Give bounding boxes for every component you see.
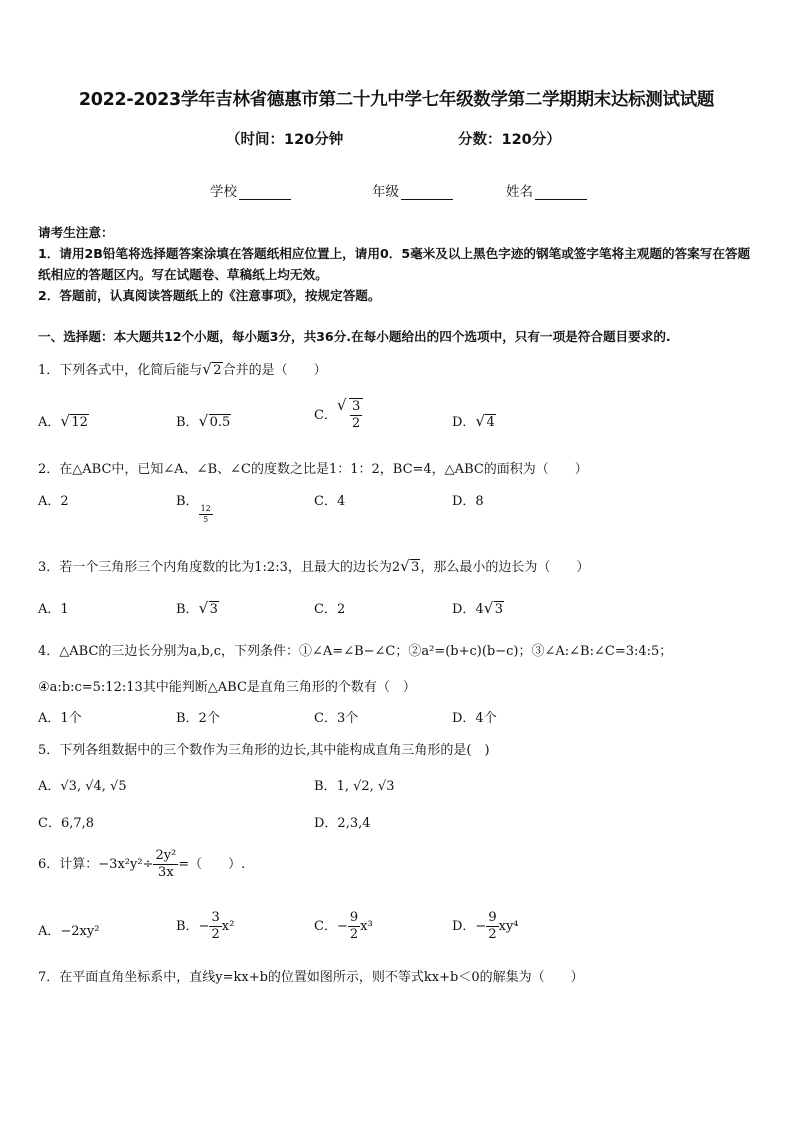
q4-option-a[interactable]: A．1个: [38, 711, 82, 726]
name-blank[interactable]: [535, 185, 587, 200]
question-2: 2．在△ABC中，已知∠A、∠B、∠C的度数之比是1：1：2，BC=4，△ABC的面积为（ ）: [38, 462, 588, 477]
q2-option-a[interactable]: A．2: [38, 494, 69, 509]
q5-option-c[interactable]: C．6,7,8: [38, 816, 95, 831]
question-3: 3．若一个三角形三个内角度数的比为1:2:3，且最大的边长为2√ 3，那么最小的边长为（ ）: [38, 556, 589, 575]
q3-option-c[interactable]: C．2: [314, 602, 346, 617]
q1-option-b[interactable]: B．√ 0.5: [176, 411, 231, 430]
q6-option-c[interactable]: C．− $\frac{9}{2}$ x³: [314, 910, 373, 942]
question-7: 7．在平面直角坐标系中，直线y=kx+b的位置如图所示，则不等式kx+b＜0的解集为（ ）: [38, 970, 584, 985]
notice-item-2: 2．答题前，认真阅读答题纸上的《注意事项》，按规定答题。: [38, 288, 381, 303]
q3-option-d[interactable]: D．4√ 3: [452, 598, 504, 617]
name-label: 姓名: [506, 184, 533, 200]
q6-option-a[interactable]: A．−2xy²: [38, 924, 100, 939]
question-1: [38, 359, 327, 378]
q6-option-d[interactable]: D．− $\frac{9}{2}$ xy⁴: [452, 910, 519, 942]
q2-option-b[interactable]: B． $\frac{12}{5}$: [176, 494, 211, 524]
q1-option-a[interactable]: A．√ 12: [38, 411, 89, 430]
section-heading: 一、选择题：本大题共12个小题，每小题3分，共36分.在每小题给出的四个选项中，只有一项是符合题目要求的.: [38, 329, 671, 344]
q2-option-d[interactable]: D．8: [452, 494, 484, 509]
q3-option-a[interactable]: A．1: [38, 602, 69, 617]
school-blank[interactable]: [239, 185, 291, 200]
q5-option-d[interactable]: D．2,3,4: [314, 816, 371, 831]
q3-option-b[interactable]: B．√ 3: [176, 598, 219, 617]
exam-score: 分数：120分）: [458, 132, 561, 148]
q4-option-b[interactable]: B．2个: [176, 711, 220, 726]
question-5: 5．下列各组数据中的三个数作为三角形的边长,其中能构成直角三角形的是( ): [38, 743, 490, 758]
q4-option-d[interactable]: D．4个: [452, 711, 497, 726]
question-4-line-1: 4．△ABC的三边长分别为a,b,c，下列条件：①∠A=∠B−∠C；②a²=(b+c)(b−c)；③∠A:∠B:∠C=3:4:5；: [38, 644, 673, 659]
school-label: 学校: [210, 184, 237, 200]
q1-option-d[interactable]: D．√ 4: [452, 411, 496, 430]
q1-option-c[interactable]: C． √ $\frac{3}{2}$: [314, 398, 363, 432]
page-title: 2022-2023学年吉林省德惠市第二十九中学七年级数学第二学期期末达标测试试题: [78, 90, 715, 110]
grade-label: 年级: [372, 184, 399, 200]
question-1-stem: 1．下列各式中，化简后能与: [38, 363, 203, 378]
q6-option-b[interactable]: B．− $\frac{3}{2}$ x²: [176, 910, 235, 942]
grade-blank[interactable]: [401, 185, 453, 200]
notice-heading: 请考生注意：: [38, 225, 114, 240]
exam-time: （时间：120分钟: [226, 132, 344, 148]
school-field[interactable]: [210, 180, 291, 200]
question-6: 6．计算：−3x²y²÷ $\frac{\text{2y²}}{3x}$ =（ ）.: [38, 848, 246, 880]
question-4-line-2: ④a:b:c=5:12:13其中能判断△ABC是直角三角形的个数有（ ）: [38, 680, 416, 695]
notice-block: [38, 222, 760, 306]
notice-item-1: 1．请用2B铅笔将选择题答案涂填在答题纸相应位置上，请用0．5毫米及以上黑色字迹的钢笔或签字笔将主观题的答案写在答题纸相应的答题区内。写在试题卷、草稿纸上均无效。: [38, 246, 751, 282]
q2-option-c[interactable]: C．4: [314, 494, 346, 509]
q5-option-b[interactable]: B．1, √2, √3: [314, 779, 395, 794]
sqrt: √ 2: [202, 362, 222, 378]
question-1-tail: 合并的是（ ）: [222, 363, 327, 378]
grade-field[interactable]: [372, 180, 453, 200]
q4-option-c[interactable]: C．3个: [314, 711, 359, 726]
q5-option-a[interactable]: A．√3, √4, √5: [38, 779, 127, 794]
name-field[interactable]: [506, 180, 587, 200]
